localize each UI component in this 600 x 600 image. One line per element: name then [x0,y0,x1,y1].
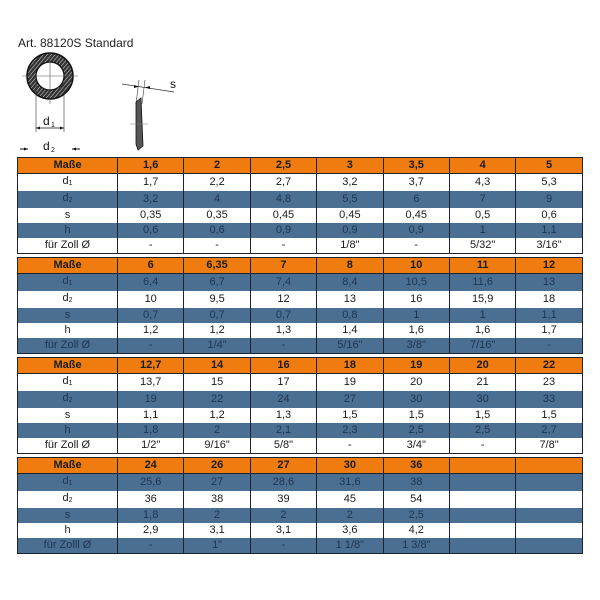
table-header-row [18,158,583,174]
svg-text:2: 2 [51,147,55,154]
row-label: h [64,224,71,236]
value-cell: 13 [317,291,383,308]
value-cell: 20 [383,374,449,392]
row-label-cell [18,308,118,323]
value-cell: - [250,538,316,554]
size-header-cell: 5 [516,158,582,174]
value-cell: 1,6 [449,323,515,338]
value-cell: 0,45 [250,208,316,223]
value-cell: 0,8 [317,308,383,323]
value-cell: 13 [516,274,582,292]
value-cell: 38 [184,491,250,508]
value-cell: 2 [317,508,383,523]
size-header-cell: 30 [317,458,383,474]
value-cell [516,508,582,523]
row-label: s [64,409,71,421]
value-cell [516,523,582,538]
row-label-cell [18,423,118,438]
row-label-cell [18,238,118,254]
value-cell: 1,1 [516,308,582,323]
value-cell [516,474,582,492]
row-label-subscript: 1 [68,180,73,187]
size-header-cell: 19 [383,358,449,374]
value-cell: 4,8 [250,191,316,208]
value-cell: 1,3 [250,408,316,423]
size-header-cell: 6,35 [184,258,250,274]
row-label-cell [18,223,118,238]
row-label-cell [18,438,118,454]
row-label: d [62,275,69,287]
value-cell: 1,5 [317,408,383,423]
value-cell: 1,5 [383,408,449,423]
table-row [18,538,583,554]
value-cell: 3/8" [383,338,449,354]
dimensions-table-block [17,457,583,554]
size-header-cell: 3,5 [383,158,449,174]
value-cell: 8,4 [317,274,383,292]
value-cell: 0,35 [184,208,250,223]
table-row [18,291,583,308]
row-label-subscript: 1 [68,280,73,287]
row-label-subscript: 2 [68,297,73,304]
value-cell: 4,2 [383,523,449,538]
value-cell: - [118,338,184,354]
row-label-cell [18,323,118,338]
size-header-cell: 36 [383,458,449,474]
size-header-cell: 2 [184,158,250,174]
table-row [18,238,583,254]
value-cell: 0,9 [250,223,316,238]
value-cell: 3/16" [516,238,582,254]
row-label-cell [18,191,118,208]
size-header-cell: 16 [250,358,316,374]
value-cell: 27 [184,474,250,492]
value-cell [449,538,515,554]
value-cell: 21 [449,374,515,392]
value-cell: 2 [184,423,250,438]
value-cell: 9 [516,191,582,208]
value-cell: 1,7 [118,174,184,192]
row-label-cell [18,208,118,223]
value-cell: 0,7 [184,308,250,323]
row-label: d [62,292,69,304]
value-cell: 2 [184,508,250,523]
value-cell: 1,8 [118,508,184,523]
value-cell: 1 1/8" [317,538,383,554]
value-cell: 54 [383,491,449,508]
value-cell: - [184,238,250,254]
value-cell: 7,4 [250,274,316,292]
value-cell: 1" [184,538,250,554]
value-cell: 13,7 [118,374,184,392]
value-cell: 1,5 [516,408,582,423]
table-header-row [18,358,583,374]
value-cell: 5/32" [449,238,515,254]
value-cell [516,491,582,508]
table-row [18,474,583,492]
value-cell: 1,2 [184,323,250,338]
header-label-cell: Maße [18,458,118,474]
value-cell [449,508,515,523]
row-label: d [62,475,69,487]
table-row [18,438,583,454]
table-header-row [18,258,583,274]
value-cell: 5,5 [317,191,383,208]
row-label: h [64,424,71,436]
value-cell: 1,2 [118,323,184,338]
value-cell: 1,8 [118,423,184,438]
value-cell: 2,7 [516,423,582,438]
value-cell: 25,6 [118,474,184,492]
size-header-cell: 14 [184,358,250,374]
row-label: s [64,309,71,321]
value-cell: 45 [317,491,383,508]
table-row [18,274,583,292]
value-cell: 0,45 [317,208,383,223]
value-cell: 16 [383,291,449,308]
value-cell [449,474,515,492]
dimensions-table-group [17,157,582,554]
row-label: h [64,524,71,536]
value-cell: 1,5 [449,408,515,423]
size-header-cell: 1,6 [118,158,184,174]
value-cell: 1 [449,308,515,323]
value-cell: 10,5 [383,274,449,292]
washer-side-view-icon [112,72,188,152]
row-label-cell [18,523,118,538]
size-header-cell: 2,5 [250,158,316,174]
value-cell: 2 [250,508,316,523]
size-header-cell: 11 [449,258,515,274]
row-label: für Zoll Ø [44,339,91,351]
value-cell: 2,5 [383,423,449,438]
row-label: für Zoll Ø [44,439,91,451]
value-cell: 2,1 [250,423,316,438]
size-header-cell: 4 [449,158,515,174]
row-label-cell [18,391,118,408]
value-cell: 36 [118,491,184,508]
value-cell: 3,6 [317,523,383,538]
row-label-cell [18,274,118,292]
value-cell: 1/8" [317,238,383,254]
size-header-cell: 12,7 [118,358,184,374]
table-row [18,391,583,408]
value-cell: 1 [449,223,515,238]
value-cell: - [250,238,316,254]
value-cell: 5/16" [317,338,383,354]
value-cell: 1,7 [516,323,582,338]
value-cell [516,538,582,554]
size-header-cell: 24 [118,458,184,474]
header-label-cell: Maße [18,358,118,374]
row-label-subscript: 2 [68,497,73,504]
value-cell: 12 [250,291,316,308]
value-cell: 28,6 [250,474,316,492]
value-cell: 0,5 [449,208,515,223]
header-label-cell: Maße [18,158,118,174]
dimensions-table-block [17,257,583,354]
value-cell: 24 [250,391,316,408]
value-cell: 39 [250,491,316,508]
value-cell: 2,5 [383,508,449,523]
table-row [18,308,583,323]
value-cell: 7/16" [449,338,515,354]
dimensions-table-block [17,157,583,254]
row-label-cell [18,474,118,492]
table-row [18,408,583,423]
value-cell: 3,1 [250,523,316,538]
washer-front-view-icon [14,52,86,156]
value-cell: 23 [516,374,582,392]
value-cell: 5,3 [516,174,582,192]
value-cell: 5/8" [250,438,316,454]
value-cell: 9/16" [184,438,250,454]
size-header-cell: 3 [317,158,383,174]
table-header-row [18,458,583,474]
row-label: für Zolll Ø [43,539,92,551]
row-label-subscript: 1 [68,380,73,387]
row-label-cell [18,508,118,523]
size-header-cell: 18 [317,358,383,374]
value-cell: 1,3 [250,323,316,338]
value-cell: 33 [516,391,582,408]
value-cell: - [118,538,184,554]
value-cell: 2,2 [184,174,250,192]
row-label-cell [18,174,118,192]
size-header-cell: 22 [516,358,582,374]
value-cell: 0,35 [118,208,184,223]
value-cell: 1,1 [516,223,582,238]
value-cell: 15 [184,374,250,392]
table-row [18,191,583,208]
size-header-cell: 8 [317,258,383,274]
row-label: d [62,392,69,404]
value-cell: 0,6 [118,223,184,238]
value-cell: 0,45 [383,208,449,223]
value-cell: 6,4 [118,274,184,292]
value-cell: 31,6 [317,474,383,492]
table-row [18,223,583,238]
value-cell: 2,9 [118,523,184,538]
value-cell: - [118,238,184,254]
svg-text:d: d [43,139,50,153]
value-cell: - [317,438,383,454]
table-row [18,174,583,192]
header-label-cell: Maße [18,258,118,274]
row-label-cell [18,538,118,554]
row-label: für Zoll Ø [44,239,91,251]
size-header-cell [516,458,582,474]
size-header-cell: 27 [250,458,316,474]
value-cell: 4,3 [449,174,515,192]
table-row [18,508,583,523]
value-cell: 19 [118,391,184,408]
size-header-cell [449,458,515,474]
size-header-cell: 26 [184,458,250,474]
value-cell: 17 [250,374,316,392]
value-cell: 1 3/8" [383,538,449,554]
value-cell: 3,2 [118,191,184,208]
value-cell: 1 [383,308,449,323]
value-cell: 22 [184,391,250,408]
value-cell: 38 [383,474,449,492]
value-cell: 1,4 [317,323,383,338]
row-label-cell [18,408,118,423]
row-label-cell [18,374,118,392]
value-cell: 10 [118,291,184,308]
value-cell: 15,9 [449,291,515,308]
value-cell: 27 [317,391,383,408]
value-cell: 11,6 [449,274,515,292]
value-cell: 0,6 [184,223,250,238]
value-cell: 0,7 [118,308,184,323]
value-cell: 0,9 [383,223,449,238]
value-cell: 3/4" [383,438,449,454]
value-cell: 1,2 [184,408,250,423]
row-label: d [62,375,69,387]
value-cell: - [516,338,582,354]
row-label: h [64,324,71,336]
value-cell: 0,7 [250,308,316,323]
table-row [18,208,583,223]
value-cell: 3,2 [317,174,383,192]
table-row [18,523,583,538]
value-cell: 2,7 [250,174,316,192]
dimensions-table-block [17,357,583,454]
value-cell: 19 [317,374,383,392]
table-row [18,423,583,438]
size-header-cell: 20 [449,358,515,374]
value-cell: 4 [184,191,250,208]
value-cell: 0,6 [516,208,582,223]
row-label-subscript: 1 [68,480,73,487]
row-label-cell [18,338,118,354]
value-cell: 6 [383,191,449,208]
value-cell: 0,9 [317,223,383,238]
value-cell: - [250,338,316,354]
svg-text:d: d [43,114,50,128]
size-header-cell: 10 [383,258,449,274]
table-row [18,491,583,508]
size-header-cell: 12 [516,258,582,274]
svg-text:s: s [170,77,176,91]
row-label: s [64,509,71,521]
row-label: d [62,175,69,187]
table-row [18,323,583,338]
value-cell: 7/8" [516,438,582,454]
article-title: Art. 88120S Standard [18,36,134,50]
value-cell: - [449,438,515,454]
row-label-cell [18,291,118,308]
row-label-cell [18,491,118,508]
size-header-cell: 7 [250,258,316,274]
value-cell: - [383,238,449,254]
value-cell: 1/2" [118,438,184,454]
value-cell: 18 [516,291,582,308]
value-cell: 2,5 [449,423,515,438]
value-cell: 2,3 [317,423,383,438]
value-cell: 1,1 [118,408,184,423]
row-label-subscript: 2 [68,197,73,204]
value-cell: 1/4" [184,338,250,354]
size-header-cell: 6 [118,258,184,274]
value-cell: 30 [449,391,515,408]
value-cell: 1,6 [383,323,449,338]
value-cell [449,491,515,508]
svg-text:1: 1 [51,122,55,129]
row-label: d [62,492,69,504]
row-label-subscript: 2 [68,397,73,404]
row-label: d [62,192,69,204]
table-row [18,374,583,392]
value-cell [449,523,515,538]
table-row [18,338,583,354]
value-cell: 6,7 [184,274,250,292]
value-cell: 7 [449,191,515,208]
value-cell: 3,1 [184,523,250,538]
value-cell: 30 [383,391,449,408]
row-label: s [64,209,71,221]
value-cell: 9,5 [184,291,250,308]
value-cell: 3,7 [383,174,449,192]
